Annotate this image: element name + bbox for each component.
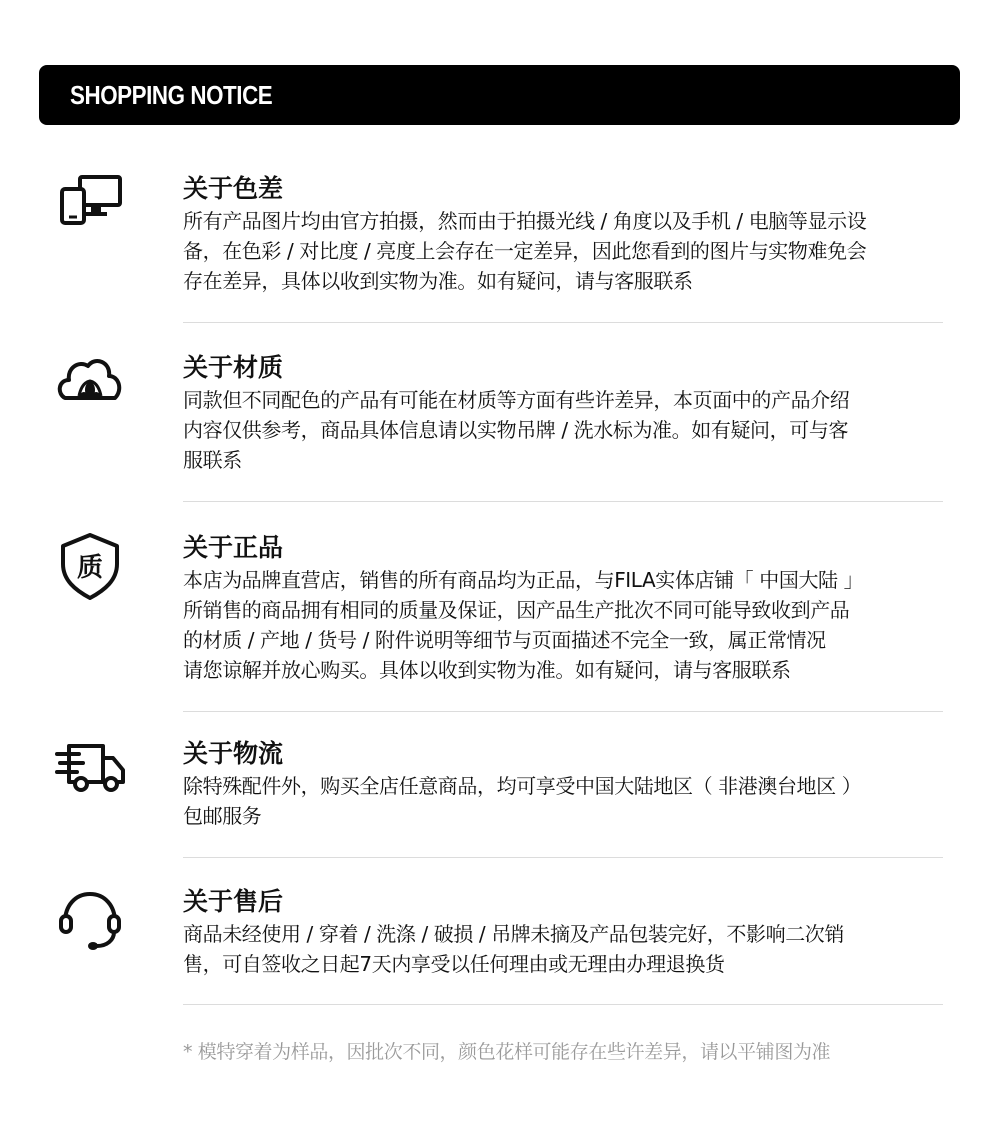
body-line: 所有产品图片均由官方拍摄，然而由于拍摄光线 / 角度以及手机 / 电脑等显示设 [183, 209, 867, 233]
body-line: 的材质 / 产地 / 货号 / 附件说明等细节与页面描述不完全一致，属正常情况 [183, 628, 826, 652]
body-line: 所销售的商品拥有相同的质量及保证，因产品生产批次不同可能导致收到产品 [183, 598, 850, 622]
section-color-difference [0, 173, 1000, 303]
body-line: 备，在色彩 / 对比度 / 亮度上会存在一定差异，因此您看到的图片与实物难免会 [183, 239, 867, 263]
monitor-phone-icon [55, 173, 125, 243]
divider [183, 1004, 943, 1005]
section-authentic [0, 532, 1000, 692]
divider [183, 322, 943, 323]
section-after-sales [0, 886, 1000, 986]
section-material [0, 352, 1000, 482]
divider [183, 711, 943, 712]
divider [183, 857, 943, 858]
cotton-icon [55, 354, 125, 424]
headset-icon [55, 888, 125, 958]
section-title: 关于正品 [183, 533, 284, 562]
body-line: 存在差异，具体以收到实物为准。如有疑问，请与客服联系 [183, 269, 693, 293]
body-line: 售，可自签收之日起7天内享受以任何理由或无理由办理退换货 [183, 952, 725, 976]
body-line: 商品未经使用 / 穿着 / 洗涤 / 破损 / 吊牌未摘及产品包装完好，不影响二次销 [183, 922, 845, 946]
section-title: 关于色差 [183, 174, 284, 203]
footnote: * 模特穿着为样品，因批次不同，颜色花样可能存在些许差异，请以平铺图为准 [183, 1041, 831, 1063]
body-line: 同款但不同配色的产品有可能在材质等方面有些许差异，本页面中的产品介绍 [183, 388, 850, 412]
delivery-truck-icon [55, 740, 125, 810]
section-body [183, 385, 945, 475]
body-line: 请您谅解并放心购买。具体以收到实物为准。如有疑问，请与客服联系 [183, 658, 791, 682]
body-line: 服联系 [183, 448, 242, 472]
body-line: 包邮服务 [183, 804, 262, 828]
section-title: 关于材质 [183, 353, 284, 382]
body-line: 除特殊配件外，购买全店任意商品，均可享受中国大陆地区（ 非港澳台地区 ） [183, 774, 862, 798]
quality-shield-icon [55, 532, 125, 602]
section-title: 关于售后 [183, 887, 284, 916]
section-body [183, 206, 945, 296]
section-title: 关于物流 [183, 739, 284, 768]
body-line: 本店为品牌直营店，销售的所有商品均为正品，与FILA实体店铺「 中国大陆 」 [183, 568, 864, 592]
body-line: 内容仅供参考，商品具体信息请以实物吊牌 / 洗水标为准。如有疑问，可与客 [183, 418, 849, 442]
divider [183, 501, 943, 502]
quality-glyph: 质 [76, 553, 104, 583]
header-bar [39, 65, 960, 125]
section-body [183, 919, 945, 979]
section-body [183, 771, 945, 831]
section-logistics [0, 738, 1000, 838]
section-body [183, 565, 945, 685]
page-title: SHOPPING NOTICE [70, 80, 273, 110]
